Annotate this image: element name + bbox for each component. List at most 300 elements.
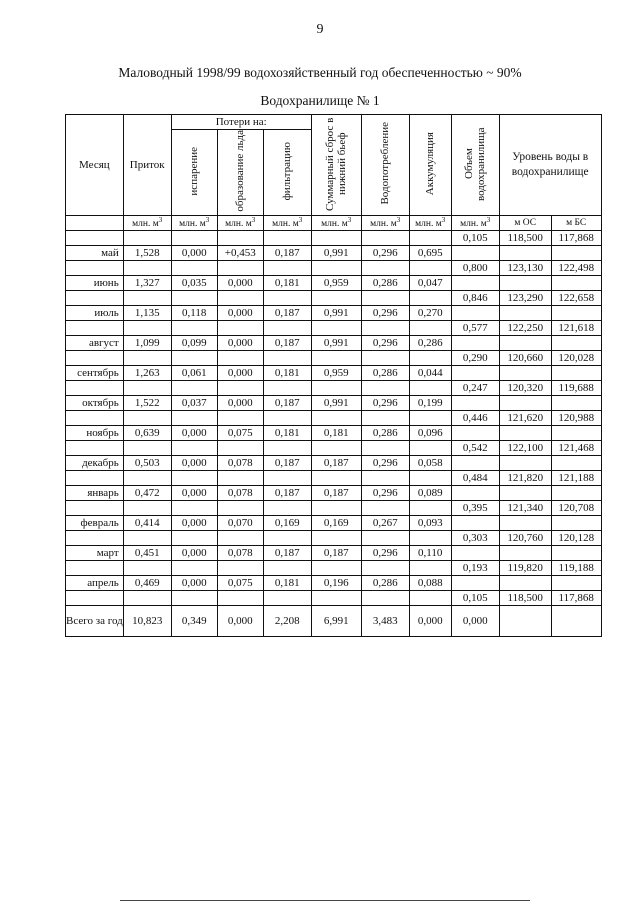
value-cell-cons: 0,296 [361,246,409,261]
empty-cell [263,291,311,306]
value-cell-accum: 0,096 [409,426,451,441]
value-cell-evap: 0,000 [171,486,217,501]
empty-cell [123,381,171,396]
level-bs-cell: 120,128 [551,531,601,546]
level-volume-cell: 0,846 [451,291,499,306]
empty-cell [171,321,217,336]
empty-cell [66,561,124,576]
value-cell-filt: 0,187 [263,306,311,321]
value-cell-ice: 0,075 [217,576,263,591]
empty-cell [171,501,217,516]
empty-cell [361,471,409,486]
empty-cell [551,606,601,637]
empty-cell [499,336,551,351]
empty-cell [409,561,451,576]
value-cell-disch: 0,181 [311,426,361,441]
level-volume-cell: 0,395 [451,501,499,516]
unit-cell: млн. $м^3$ [451,216,499,231]
value-cell-evap: 0,000 [171,546,217,561]
empty-cell [409,471,451,486]
value-cell-evap: 0,099 [171,336,217,351]
unit-cell: млн. $м^3$ [171,216,217,231]
empty-cell [499,456,551,471]
total-row [66,606,602,637]
empty-cell [123,411,171,426]
empty-cell [499,246,551,261]
value-cell-evap: 0,000 [171,426,217,441]
empty-cell [123,501,171,516]
empty-cell [123,471,171,486]
value-cell-disch: 0,196 [311,576,361,591]
unit-cell: м БС [551,216,601,231]
value-cell-evap: 0,061 [171,366,217,381]
value-cell-ice: 0,000 [217,306,263,321]
empty-cell [263,471,311,486]
value-cell-disch: 0,187 [311,486,361,501]
month-cell: февраль [66,516,124,531]
level-row [66,291,602,306]
value-cell-disch: 0,959 [311,366,361,381]
value-cell-cons: 0,296 [361,306,409,321]
value-cell-ice: 0,078 [217,456,263,471]
empty-cell [263,561,311,576]
empty-cell [361,591,409,606]
value-cell-filt: 0,187 [263,246,311,261]
unit-cell: млн. $м^3$ [263,216,311,231]
level-volume-cell: 0,193 [451,561,499,576]
value-cell-filt: 0,181 [263,366,311,381]
level-row [66,231,602,246]
level-bs-cell: 119,188 [551,561,601,576]
header-consumption: Водопотребление [361,115,409,216]
value-cell-inflow: 1,528 [123,246,171,261]
empty-cell [499,576,551,591]
value-cell-filt: 0,169 [263,516,311,531]
value-cell-accum: 0,199 [409,396,451,411]
empty-cell [361,441,409,456]
value-cell-filt: 0,187 [263,546,311,561]
value-cell-inflow: 1,327 [123,276,171,291]
empty-cell [311,291,361,306]
empty-cell [361,381,409,396]
empty-cell [451,276,499,291]
value-cell-cons: 0,296 [361,336,409,351]
empty-cell [451,306,499,321]
empty-cell [123,351,171,366]
level-row [66,441,602,456]
empty-cell [409,291,451,306]
total-cons-cell: 3,483 [361,606,409,637]
month-cell: декабрь [66,456,124,471]
document-title: Маловодный 1998/99 водохозяйственный год обеспеченностью ~ 90% [118,65,522,80]
level-row [66,471,602,486]
value-cell-cons: 0,286 [361,366,409,381]
empty-cell [171,381,217,396]
value-cell-disch: 0,959 [311,276,361,291]
value-cell-cons: 0,296 [361,396,409,411]
empty-cell [66,381,124,396]
level-bs-cell: 120,988 [551,411,601,426]
empty-cell [499,366,551,381]
header-month: Месяц [66,115,124,216]
empty-cell [66,261,124,276]
total-volume-cell: 0,000 [451,606,499,637]
value-cell-disch: 0,991 [311,306,361,321]
empty-cell [499,546,551,561]
level-os-cell: 121,620 [499,411,551,426]
month-cell: апрель [66,576,124,591]
empty-cell [451,576,499,591]
value-cell-filt: 0,187 [263,486,311,501]
empty-cell [311,231,361,246]
value-cell-accum: 0,110 [409,546,451,561]
header-losses: Потери на: [171,115,311,130]
empty-cell [66,411,124,426]
value-cell-inflow: 0,414 [123,516,171,531]
total-evap-cell: 0,349 [171,606,217,637]
value-cell-filt: 0,187 [263,396,311,411]
unit-cell: млн. $м^3$ [409,216,451,231]
empty-cell [551,426,601,441]
level-row [66,561,602,576]
level-bs-cell: 117,868 [551,231,601,246]
unit-cell: млн. $м^3$ [217,216,263,231]
empty-cell [66,501,124,516]
total-inflow-cell: 10,823 [123,606,171,637]
level-bs-cell: 122,658 [551,291,601,306]
empty-cell [217,231,263,246]
table-row [66,246,602,261]
empty-cell [499,606,551,637]
value-cell-cons: 0,267 [361,516,409,531]
empty-cell [311,321,361,336]
empty-cell [451,366,499,381]
empty-cell [311,561,361,576]
level-volume-cell: 0,303 [451,531,499,546]
value-cell-inflow: 0,503 [123,456,171,471]
empty-cell [171,291,217,306]
header-volume: Объем водохранилища [451,115,499,216]
empty-cell [123,261,171,276]
value-cell-ice: 0,000 [217,276,263,291]
empty-cell [409,531,451,546]
value-cell-accum: 0,695 [409,246,451,261]
level-volume-cell: 0,290 [451,351,499,366]
unit-cell: млн. $м^3$ [311,216,361,231]
empty-cell [451,456,499,471]
value-cell-evap: 0,037 [171,396,217,411]
empty-cell [263,501,311,516]
table-row [66,516,602,531]
unit-cell: м ОС [499,216,551,231]
value-cell-inflow: 0,472 [123,486,171,501]
header-evaporation: испарение [171,130,217,216]
level-volume-cell: 0,105 [451,591,499,606]
empty-cell [409,261,451,276]
empty-cell [451,336,499,351]
empty-cell [361,291,409,306]
level-volume-cell: 0,577 [451,321,499,336]
empty-cell [551,366,601,381]
empty-cell [311,411,361,426]
value-cell-evap: 0,118 [171,306,217,321]
footer-rule [120,900,530,901]
empty-cell [451,516,499,531]
total-name-cell: Всего за год [66,606,124,637]
empty-cell [263,441,311,456]
level-os-cell: 120,320 [499,381,551,396]
empty-cell [217,531,263,546]
empty-cell [499,516,551,531]
level-row [66,351,602,366]
level-volume-cell: 0,105 [451,231,499,246]
value-cell-cons: 0,296 [361,486,409,501]
value-cell-ice: 0,000 [217,366,263,381]
empty-cell [66,231,124,246]
unit-cell: млн. $м^3$ [361,216,409,231]
total-filt-cell: 2,208 [263,606,311,637]
empty-cell [263,261,311,276]
value-cell-inflow: 1,135 [123,306,171,321]
month-cell: июль [66,306,124,321]
empty-cell [171,351,217,366]
empty-cell [66,291,124,306]
empty-cell [361,531,409,546]
header-filtration: фильтрацию [263,130,311,216]
table-row [66,486,602,501]
empty-cell [171,471,217,486]
level-bs-cell: 120,028 [551,351,601,366]
value-cell-ice: 0,078 [217,486,263,501]
value-cell-cons: 0,286 [361,576,409,591]
level-os-cell: 118,500 [499,231,551,246]
value-cell-filt: 0,181 [263,576,311,591]
month-cell: октябрь [66,396,124,411]
value-cell-accum: 0,286 [409,336,451,351]
empty-cell [499,396,551,411]
month-cell: январь [66,486,124,501]
month-cell: август [66,336,124,351]
empty-cell [263,321,311,336]
value-cell-disch: 0,187 [311,546,361,561]
level-bs-cell: 121,468 [551,441,601,456]
empty-cell [451,426,499,441]
page-number: 9 [316,22,324,37]
empty-cell [217,471,263,486]
empty-cell [499,426,551,441]
empty-cell [123,231,171,246]
empty-cell [123,441,171,456]
level-os-cell: 118,500 [499,591,551,606]
table-row [66,276,602,291]
empty-cell [217,381,263,396]
value-cell-filt: 0,187 [263,336,311,351]
empty-cell [361,321,409,336]
empty-cell [409,591,451,606]
empty-cell [551,576,601,591]
empty-cell [66,531,124,546]
header-ice: образование льда [217,130,263,216]
empty-cell [171,231,217,246]
empty-cell [263,381,311,396]
empty-cell [263,351,311,366]
empty-cell [217,561,263,576]
level-volume-cell: 0,800 [451,261,499,276]
level-volume-cell: 0,247 [451,381,499,396]
empty-cell [361,351,409,366]
value-cell-ice: 0,075 [217,426,263,441]
empty-cell [217,501,263,516]
empty-cell [171,411,217,426]
empty-cell [409,231,451,246]
level-os-cell: 120,760 [499,531,551,546]
total-disch-cell: 6,991 [311,606,361,637]
value-cell-ice: 0,000 [217,396,263,411]
month-cell: ноябрь [66,426,124,441]
value-cell-evap: 0,035 [171,276,217,291]
empty-cell [311,501,361,516]
empty-cell [409,501,451,516]
empty-cell [551,516,601,531]
empty-cell [123,531,171,546]
level-row [66,381,602,396]
value-cell-disch: 0,991 [311,336,361,351]
empty-cell [311,591,361,606]
value-cell-cons: 0,286 [361,276,409,291]
empty-cell [311,261,361,276]
value-cell-inflow: 0,469 [123,576,171,591]
empty-cell [551,546,601,561]
value-cell-inflow: 1,099 [123,336,171,351]
level-volume-cell: 0,446 [451,411,499,426]
header-inflow: Приток [123,115,171,216]
empty-cell [409,411,451,426]
level-row [66,261,602,276]
value-cell-filt: 0,181 [263,426,311,441]
level-os-cell: 123,130 [499,261,551,276]
level-bs-cell: 117,868 [551,591,601,606]
value-cell-cons: 0,296 [361,546,409,561]
level-os-cell: 123,290 [499,291,551,306]
empty-cell [66,441,124,456]
level-bs-cell: 121,188 [551,471,601,486]
empty-cell [451,396,499,411]
empty-cell [451,246,499,261]
value-cell-disch: 0,991 [311,396,361,411]
value-cell-cons: 0,296 [361,456,409,471]
empty-cell [551,396,601,411]
level-os-cell: 119,820 [499,561,551,576]
value-cell-evap: 0,000 [171,246,217,261]
water-balance-table [65,114,602,637]
empty-cell [311,531,361,546]
empty-cell [361,231,409,246]
header-accumulation: Аккумуляция [409,115,451,216]
value-cell-cons: 0,286 [361,426,409,441]
table-row [66,576,602,591]
empty-cell [551,276,601,291]
empty-cell [66,591,124,606]
empty-cell [409,351,451,366]
level-os-cell: 121,820 [499,471,551,486]
empty-cell [66,321,124,336]
empty-cell [263,591,311,606]
level-row [66,411,602,426]
value-cell-evap: 0,000 [171,516,217,531]
value-cell-filt: 0,181 [263,276,311,291]
value-cell-inflow: 0,451 [123,546,171,561]
empty-cell [123,561,171,576]
level-bs-cell: 121,618 [551,321,601,336]
empty-cell [217,351,263,366]
level-os-cell: 120,660 [499,351,551,366]
unit-cell [66,216,124,231]
empty-cell [217,321,263,336]
empty-cell [263,231,311,246]
empty-cell [409,321,451,336]
empty-cell [361,561,409,576]
level-row [66,591,602,606]
empty-cell [171,591,217,606]
empty-cell [66,471,124,486]
empty-cell [551,306,601,321]
empty-cell [361,501,409,516]
total-ice-cell: 0,000 [217,606,263,637]
month-cell: май [66,246,124,261]
empty-cell [217,291,263,306]
level-os-cell: 122,250 [499,321,551,336]
value-cell-filt: 0,187 [263,456,311,471]
level-os-cell: 122,100 [499,441,551,456]
empty-cell [123,591,171,606]
month-cell: сентябрь [66,366,124,381]
empty-cell [311,441,361,456]
empty-cell [217,591,263,606]
table-row [66,456,602,471]
header-discharge: Суммарный сброс в нижний бьеф [311,115,361,216]
table-row [66,426,602,441]
empty-cell [217,261,263,276]
empty-cell [361,261,409,276]
empty-cell [451,546,499,561]
value-cell-evap: 0,000 [171,576,217,591]
unit-cell: млн. $м^3$ [123,216,171,231]
level-row [66,501,602,516]
empty-cell [123,291,171,306]
empty-cell [311,471,361,486]
value-cell-accum: 0,270 [409,306,451,321]
empty-cell [171,531,217,546]
value-cell-accum: 0,047 [409,276,451,291]
empty-cell [311,381,361,396]
empty-cell [171,261,217,276]
empty-cell [217,441,263,456]
table-row [66,396,602,411]
level-os-cell: 121,340 [499,501,551,516]
empty-cell [263,531,311,546]
empty-cell [499,276,551,291]
level-volume-cell: 0,484 [451,471,499,486]
level-bs-cell: 122,498 [551,261,601,276]
value-cell-ice: 0,000 [217,336,263,351]
value-cell-ice: 0,078 [217,546,263,561]
value-cell-inflow: 1,263 [123,366,171,381]
value-cell-accum: 0,088 [409,576,451,591]
value-cell-disch: 0,991 [311,246,361,261]
value-cell-accum: 0,058 [409,456,451,471]
month-cell: июнь [66,276,124,291]
empty-cell [451,486,499,501]
